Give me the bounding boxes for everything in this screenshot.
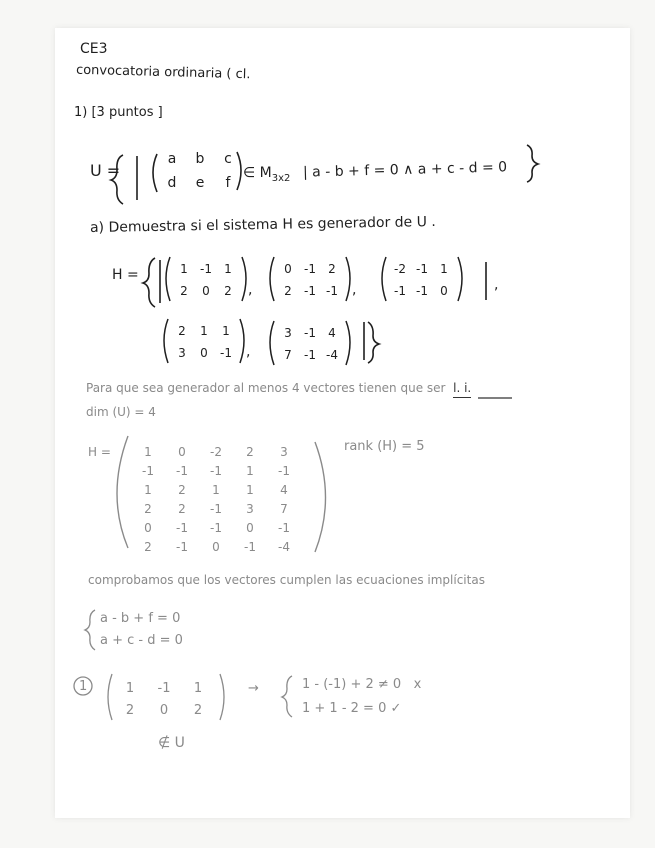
item-matrix-cell: 0: [159, 703, 169, 718]
part-a-label: a) Demuestra si el sistema H es generador de U .: [89, 213, 436, 237]
H-matrix-0-cell: -1: [200, 262, 212, 276]
matrix-H-big-cell: 1: [212, 483, 220, 497]
H-matrix-3-cell: 1: [222, 324, 230, 338]
note-line-1: Para que sea generador al menos 4 vectores tienen que ser l. i.: [86, 382, 471, 394]
result-2: 1 + 1 - 2 = 0 ✓: [302, 701, 402, 716]
set-lhs: U =: [90, 161, 121, 180]
matrix-H-big-cell: 1: [246, 464, 254, 478]
exam-code: CE3: [80, 41, 108, 57]
H-matrix-2-cell: 0: [440, 284, 448, 298]
H-matrix-3-cell: 2: [178, 324, 186, 338]
H-matrix-1-cell: -1: [304, 262, 316, 276]
item-matrix-cell: 1: [125, 681, 135, 696]
conclusion: ∉ U: [158, 735, 185, 751]
H-matrix-1-cell: 0: [284, 262, 292, 276]
item-matrix-cell: 2: [125, 703, 135, 718]
equation-1: a - b + f = 0: [100, 611, 181, 626]
H-matrix-2-cell: -1: [416, 284, 428, 298]
H-matrix-1-cell: -1: [326, 284, 338, 298]
paren-left-U: [153, 154, 157, 192]
comma-sep: ,: [246, 344, 251, 360]
matrix-H-big-cell: 2: [178, 502, 186, 516]
paren-left-H-0: [166, 257, 170, 301]
H-matrix-1-cell: 2: [284, 284, 292, 298]
matrix-H-big-cell: 4: [280, 483, 288, 497]
matrix-H-big-cell: 2: [246, 445, 254, 459]
result-1: 1 - (-1) + 2 ≠ 0 x: [302, 677, 422, 692]
matrix-U-cell: c: [224, 151, 232, 167]
H-matrix-0-cell: 2: [224, 284, 232, 298]
paren-left-H-4: [270, 321, 274, 365]
H-matrix-2-cell: -2: [394, 262, 406, 276]
item-number: 1: [79, 679, 88, 694]
H-matrix-4-cell: -4: [326, 348, 338, 362]
H-matrix-4-cell: 3: [284, 326, 292, 340]
matrix-U-cell: d: [167, 175, 177, 191]
set-condition: | a - b + f = 0 ∧ a + c - d = 0: [302, 159, 508, 181]
comma-sep: ,: [494, 277, 499, 293]
H-matrix-2-cell: 1: [440, 262, 448, 276]
paren-left-H-2: [382, 257, 386, 301]
paren-right-H-3: [240, 319, 244, 363]
paren-left-item: [108, 674, 112, 720]
H-matrix-4-cell: -1: [304, 326, 316, 340]
matrix-H-big-cell: 0: [212, 540, 220, 554]
paren-right-H-0: [242, 257, 246, 301]
paren-right-H-1: [346, 257, 350, 301]
H-matrix-0-cell: 2: [180, 284, 188, 298]
paren-left-bigH: [117, 436, 128, 548]
matrix-H-big-cell: 3: [246, 502, 254, 516]
paren-right-item: [220, 674, 224, 720]
paren-left-H-3: [164, 319, 168, 363]
matrix-H-big-cell: 2: [144, 502, 152, 516]
matrix-H-big-cell: -1: [278, 521, 290, 535]
matrix-H-big-cell: 2: [144, 540, 152, 554]
H-matrix-0-cell: 1: [180, 262, 188, 276]
matrix-H-big-cell: -1: [210, 464, 222, 478]
rank-H: rank (H) = 5: [344, 439, 425, 454]
H-matrix-2-cell: -1: [394, 284, 406, 298]
paren-right-H-2: [458, 257, 462, 301]
H-lhs: H =: [112, 267, 139, 283]
comma-sep: ,: [248, 282, 253, 298]
matrix-H-big-cell: 0: [178, 445, 186, 459]
matrix-H-big-cell: -1: [176, 464, 188, 478]
matrix-H-big-cell: 0: [144, 521, 152, 535]
H-matrix-4-cell: 7: [284, 348, 292, 362]
matrix-U-cell: e: [195, 175, 205, 191]
matrix-H-big-cell: 3: [280, 445, 288, 459]
matrix-U-cell: f: [225, 175, 231, 191]
equation-2: a + c - d = 0: [100, 633, 183, 648]
matrix-H-big-cell: -1: [176, 521, 188, 535]
matrix-H-big-cell: 2: [178, 483, 186, 497]
matrix-H-big-cell: -1: [210, 521, 222, 535]
matrix-U-cell: b: [195, 151, 205, 167]
matrix-H-big-cell: -1: [176, 540, 188, 554]
matrix-H-big-cell: -1: [244, 540, 256, 554]
arrow-icon: →: [248, 681, 259, 696]
H-matrix-3-cell: 0: [200, 346, 208, 360]
note-H-lhs: H =: [88, 445, 111, 459]
paren-right-bigH: [315, 442, 326, 552]
paren-right-H-4: [346, 321, 350, 365]
brace-right-U: [527, 145, 538, 182]
item-matrix-cell: -1: [157, 681, 171, 696]
H-matrix-3-cell: 3: [178, 346, 186, 360]
brace-left-H: [143, 258, 155, 307]
item-matrix-cell: 1: [193, 681, 203, 696]
matrix-H-big-cell: -1: [278, 464, 290, 478]
comma-sep: ,: [352, 282, 357, 298]
matrix-H-big-cell: 1: [144, 483, 152, 497]
note-dim: dim (U) = 4: [86, 405, 156, 419]
matrix-H-big-cell: 7: [280, 502, 288, 516]
set-membership: ∈ $M_{3x2}$: [243, 165, 291, 184]
H-matrix-1-cell: -1: [304, 284, 316, 298]
paren-left-H-1: [270, 257, 274, 301]
brace-right-H: [368, 322, 379, 363]
item-matrix-cell: 2: [193, 703, 203, 718]
exam-subtitle: convocatoria ordinaria ( cl.: [75, 62, 251, 83]
H-matrix-3-cell: 1: [200, 324, 208, 338]
H-matrix-3-cell: -1: [220, 346, 232, 360]
H-matrix-4-cell: 4: [328, 326, 336, 340]
brace-results: [282, 676, 292, 717]
H-matrix-0-cell: 0: [202, 284, 210, 298]
check-heading: comprobamos que los vectores cumplen las ecuaciones implícitas: [88, 573, 485, 587]
matrix-H-big-cell: -1: [142, 464, 154, 478]
H-matrix-4-cell: -1: [304, 348, 316, 362]
matrix-H-big-cell: 0: [246, 521, 254, 535]
matrix-U-cell: a: [167, 151, 177, 167]
paren-right-U: [237, 152, 241, 190]
brace-left-U: [111, 155, 123, 204]
matrix-H-big-cell: -4: [278, 540, 290, 554]
matrix-H-big-cell: -2: [210, 445, 222, 459]
H-matrix-0-cell: 1: [224, 262, 232, 276]
brace-system: [85, 610, 95, 650]
problem-number: 1) [3 puntos ]: [74, 105, 163, 120]
H-matrix-1-cell: 2: [328, 262, 336, 276]
circle-item-number: [74, 677, 92, 695]
matrix-H-big-cell: 1: [246, 483, 254, 497]
H-matrix-2-cell: -1: [416, 262, 428, 276]
matrix-H-big-cell: 1: [144, 445, 152, 459]
matrix-H-big-cell: -1: [210, 502, 222, 516]
